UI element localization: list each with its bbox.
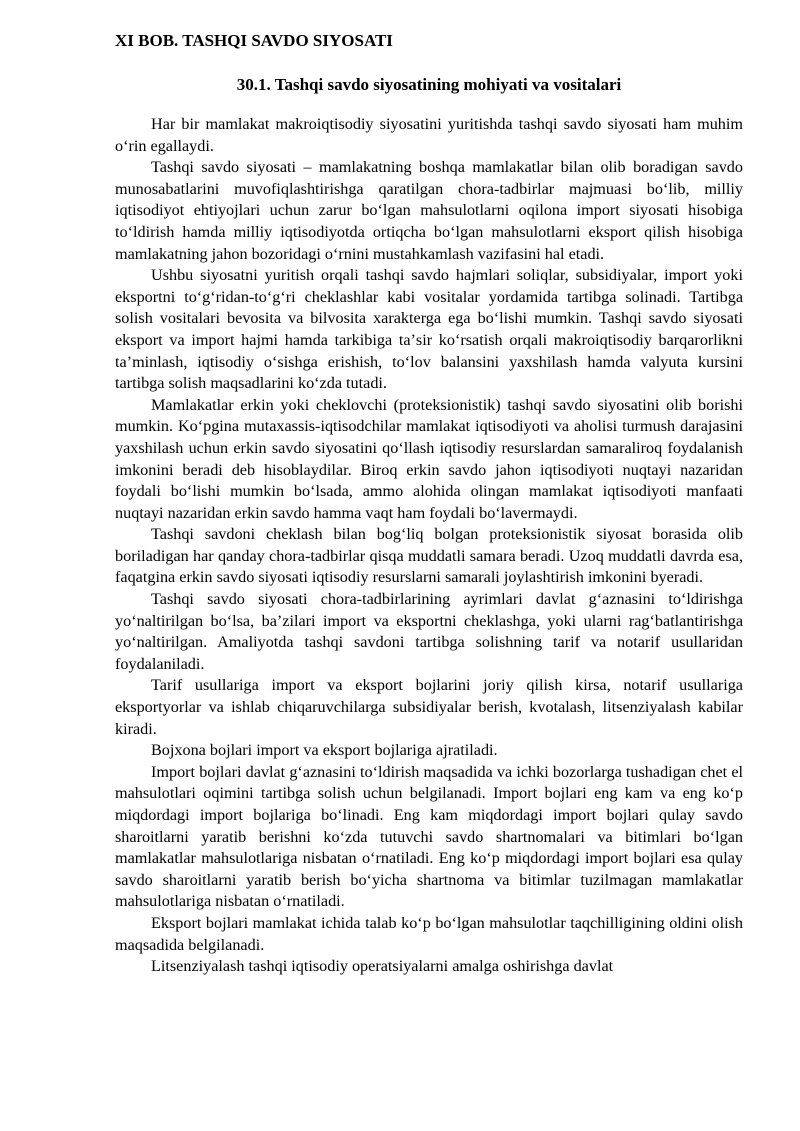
paragraph: Eksport bojlari mamlakat ichida talab koʻp boʻlgan mahsulotlar taqchilligining oldini olish maqsadida belgilanadi. [115, 913, 743, 954]
document-page [115, 30, 743, 978]
paragraph: Tashqi savdo siyosati – mamlakatning boshqa mamlakatlar bilan olib boradigan savdo munosabatlarini muvofiqlashtirishga qaratilgan chora-tadbirlar majmuasi boʻlib, milliy iqtisodiyot ehtiyojlari uchun zarur boʻlgan mahsulotlarni oqilona import siyosati hisobiga toʻldirish hamda milliy iqtisodiyotda ortiqcha boʻlgan mahsulotlarni eksport qilish hisobiga mamlakatning jahon bozoridagi oʻrnini mustahkamlash vazifasini hal etadi. [115, 158, 743, 263]
paragraph: Import bojlari davlat gʻaznasini toʻldirish maqsadida va ichki bozorlarga tushadigan chet el mahsulotlari oqimini tartibga solish uchun belgilanadi. Import bojlari eng kam va eng koʻp miqdordagi import bojlariga boʻlinadi. Eng kam miqdordagi import bojlari qulay savdo sharoitlarni yaratib berishni koʻzda tutuvchi savdo shartnomalari va bitimlari boʻlgan mamlakatlar mahsulotlariga nisbatan oʻrnatiladi. Eng koʻp miqdordagi import bojlari esa qulay savdo sharoitlarni yaratib berish boʻyicha shartnoma va bitimlar tuzilmagan mamlakatlar mahsulotlariga nisbatan oʻrnatiladi. [115, 762, 743, 911]
section-title: 30.1. Tashqi savdo siyosatining mohiyati va vositalari [236, 75, 622, 94]
paragraph: Har bir mamlakat makroiqtisodiy siyosatini yuritishda tashqi savdo siyosati ham muhim oʻrin egallaydi. [115, 115, 743, 155]
paragraph: Tarif usullariga import va eksport bojlarini joriy qilish kirsa, notarif usullariga eksportyorlar va ishlab chiqaruvchilarga subsidiyalar berish, kvotalash, litsenziyalash kabilar kiradi. [115, 676, 743, 738]
paragraph: Mamlakatlar erkin yoki cheklovchi (proteksionistik) tashqi savdo siyosatini olib borishi mumkin. Koʻpgina mutaxassis-iqtisodchilar mamlakat iqtisodiyoti va aholisi turmush darajasini yaxshilash uchun erkin savdo siyosatini qoʻllash iqtisodiy resurslardan samaraliroq foydalanish imkonini beradi deb hisoblaydilar. Biroq erkin savdo jahon iqtisodiyoti nuqtayi nazaridan foydali boʻlishi mumkin boʻlsada, ammo alohida olingan mamlakat iqtisodiyoti manfaati nuqtayi nazaridan erkin savdo hamma vaqt ham foydali boʻlavermaydi. [115, 395, 743, 522]
paragraph: Tashqi savdo siyosati chora-tadbirlarining ayrimlari davlat gʻaznasini toʻldirishga yoʻnaltirilgan boʻlsa, baʼzilari import va eksportni cheklashga, yoki ularni ragʻbatlantirishga yoʻnaltirilgan. Amaliyotda tashqi savdoni tartibga solishning tarif va notarif usullaridan foydalaniladi. [115, 590, 743, 673]
paragraph: Bojxona bojlari import va eksport bojlariga ajratiladi. [151, 741, 498, 760]
document-body [115, 114, 743, 978]
paragraph: Litsenziyalash tashqi iqtisodiy operatsiyalarni amalga oshirishga davlat [151, 957, 614, 976]
paragraph: Ushbu siyosatni yuritish orqali tashqi savdo hajmlari soliqlar, subsidiyalar, import yoki eksportni toʻgʻridan-toʻgʻri cheklashlar kabi vositalar yordamida tartibga solinadi. Tartibga solish vositalari bevosita va bilvosita xarakterga ega boʻlishi mumkin. Tashqi savdo siyosati eksport va import hajmi hamda tarkibiga taʼsir koʻrsatish orqali makroiqtisodiy barqarorlikni taʼminlash, iqtisodiy oʻsishga erishish, toʻlov balansini yaxshilash hamda valyuta kursini tartibga solish maqsadlarini koʻzda tutadi. [115, 266, 743, 393]
chapter-title: XI BOB. TASHQI SAVDO SIYOSATI [115, 31, 393, 50]
paragraph: Tashqi savdoni cheklash bilan bogʻliq bolgan proteksionistik siyosat borasida olib boriladigan har qanday chora-tadbirlar qisqa muddatli samara beradi. Uzoq muddatli davrda esa, faqatgina erkin savdo siyosati iqtisodiy resurslarni samarali joylashtirish imkonini byeradi. [115, 525, 743, 587]
